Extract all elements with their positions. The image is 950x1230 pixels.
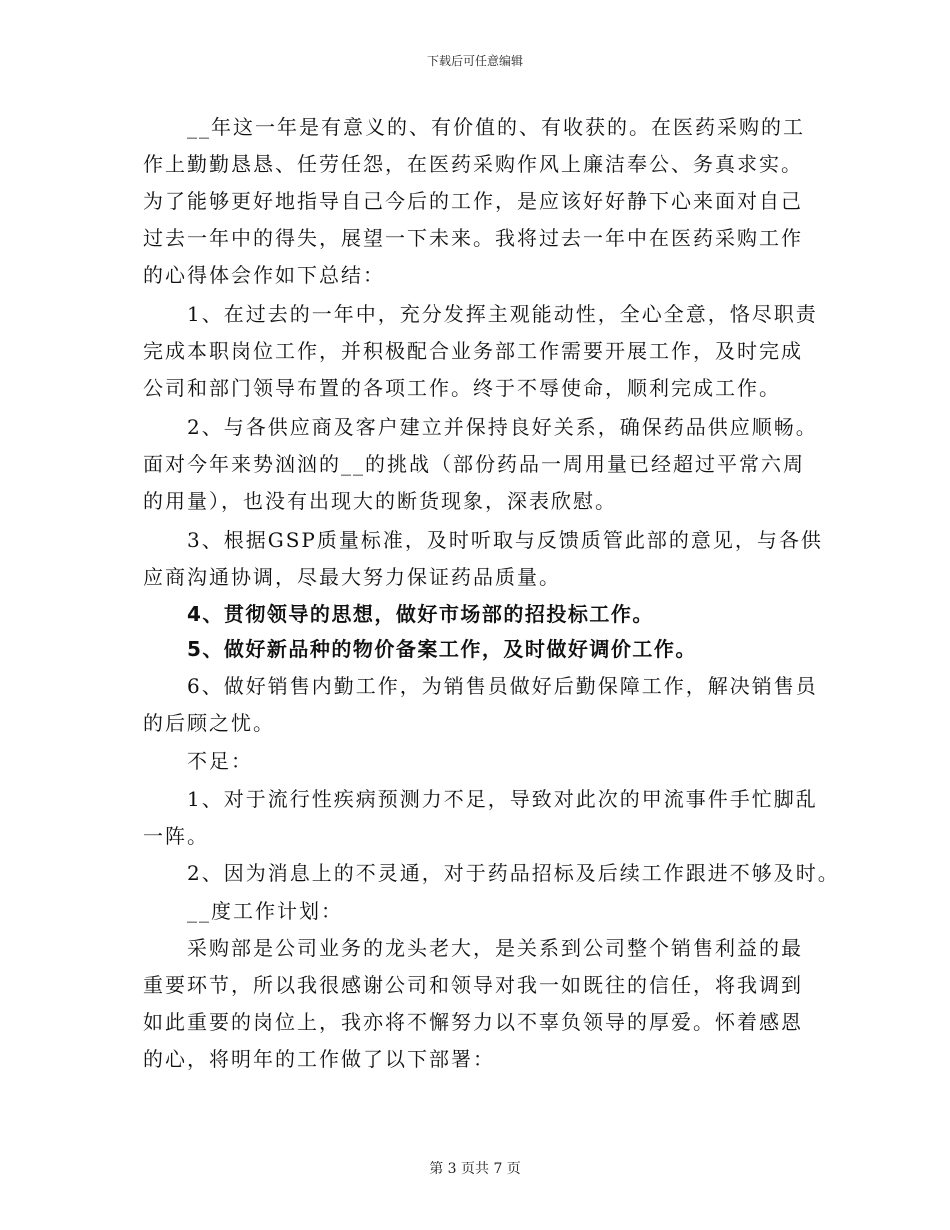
paragraph-line: 作上勤勤恳恳、任劳任怨，在医药采购作风上廉洁奉公、务真求实。 [143,152,803,176]
page-footer: 第 3 页共 7 页 [429,1161,521,1177]
paragraph-line: 如此重要的岗位上，我亦将不懈努力以不辜负领导的厚爱。怀着感恩 [143,1010,803,1034]
paragraph-line: 1、在过去的一年中，充分发挥主观能动性，全心全意，恪尽职责 [187,302,818,326]
paragraph-line: 完成本职岗位工作，并积极配合业务部工作需要开展工作，及时完成 [143,339,803,363]
paragraph-line: 采购部是公司业务的龙头老大，是关系到公司整个销售利益的最 [187,936,803,960]
paragraph-line: 面对今年来势汹汹的__的挑战（部份药品一周用量已经超过平常六周 [143,452,805,476]
bold-item: 4、贯彻领导的思想，做好市场部的招投标工作。 [187,602,654,626]
paragraph-line: 的心得体会作如下总结： [143,263,385,287]
paragraph-line: 为了能够更好地指导自己今后的工作，是应该好好静下心来面对自己 [143,189,803,213]
page-header: 下载后可任意编辑 [426,54,523,68]
bold-item: 5、做好新品种的物价备案工作，及时做好调价工作。 [187,637,697,661]
section-heading: 不足： [187,749,253,773]
section-heading: __度工作计划： [187,899,343,923]
paragraph-line: 公司和部门领导布置的各项工作。终于不辱使命，顺利完成工作。 [143,376,781,400]
paragraph-line: 的后顾之忧。 [143,711,275,735]
paragraph-line: 过去一年中的得失，展望一下未来。我将过去一年中在医药采购工作 [143,226,803,250]
paragraph-line: 1、对于流行性疾病预测力不足，导致对此次的甲流事件手忙脚乱 [187,787,818,811]
paragraph-line: 3、根据GSP质量标准，及时听取与反馈质管此部的意见，与各供 [187,528,823,552]
paragraph-line: 6、做好销售内勤工作，为销售员做好后勤保障工作，解决销售员 [187,674,818,698]
paragraph-line: 一阵。 [143,824,209,848]
paragraph-line: 的用量），也没有出现大的断货现象，深表欣慰。 [143,489,617,513]
paragraph-line: 2、与各供应商及客户建立并保持良好关系，确保药品供应顺畅。 [187,415,818,439]
paragraph-line: 重要环节，所以我很感谢公司和领导对我一如既往的信任，将我调到 [143,973,803,997]
paragraph-line: 的心，将明年的工作做了以下部署： [143,1047,495,1071]
paragraph-line: 2、因为消息上的不灵通，对于药品招标及后续工作跟进不够及时。 [187,861,840,885]
paragraph-line: 应商沟通协调，尽最大努力保证药品质量。 [143,565,561,589]
paragraph-line: __年这一年是有意义的、有价值的、有收获的。在医药采购的工 [187,115,805,139]
